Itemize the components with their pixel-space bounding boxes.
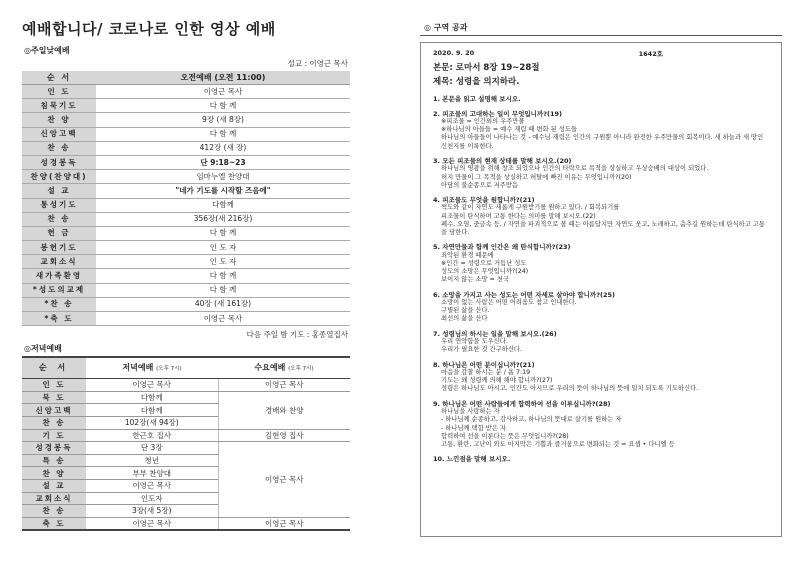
order-label: 기 도 [22, 429, 86, 442]
study-subject: 제목: 성령을 의지하라. [433, 77, 520, 87]
question-item [433, 455, 769, 464]
order-value: 임마누엘 찬양대 [96, 170, 350, 184]
order-label: 찬 송 [22, 416, 86, 429]
answer-line: 하나님의 영광을 위해 창조 되었으나 인간의 타락으로 목적을 상실하고 우상숭배의 대상이 되었다. [441, 165, 709, 173]
order-value: 단 9:18~23 [96, 155, 350, 169]
answer-line: 하나님을 사랑하는 자 [441, 408, 500, 416]
answer-line: 허지 만물이 그 목적을 상실하고 허탈에 빠진 이유는 무엇입니까?(20) [441, 173, 632, 181]
sunday-row [22, 312, 350, 326]
next-week-prayer: 다음 주일 밤 기도 : 홍종열집사 [246, 330, 348, 340]
answer-line: 아담의 불순종으로 저주받음 [441, 181, 518, 189]
answer-line: ※피조물 = 인간외의 우주만물 [441, 118, 525, 125]
order-label: 설 교 [22, 184, 96, 198]
order-value: 이영근 목사 [96, 312, 350, 326]
order-value: 40장 (새 161장) [96, 297, 350, 311]
evening-value: 102장(새 94장) [86, 416, 218, 429]
answer-line: 피조물이 탄식하며 고통 한다는 의미를 말해 보시오.(22) [441, 212, 596, 220]
sunday-row [22, 255, 350, 269]
order-label: 신앙고백 [22, 404, 86, 417]
question-text: 2. 피조물의 고대하는 일이 무엇입니까?(19) [433, 109, 562, 118]
order-value: 다 함 께 [96, 269, 350, 283]
evening-value: 이영근 목사 [86, 379, 218, 392]
lesson-number: 1642호 [638, 50, 663, 58]
order-label: 찬 양 [22, 113, 96, 127]
order-label: 찬 송 [22, 505, 86, 518]
answer-line: 고통, 환란, 고난이 와도 마지막은 기쁨과 즐거움으로 변화되는 것 = 요셉 • 다니엘 등 [441, 440, 675, 448]
answer-line: - 하나님께 택함 받은 자 [441, 424, 507, 432]
order-label: 교회소식 [22, 255, 96, 269]
order-value: 356장(새 216장) [96, 212, 350, 226]
order-label: 찬 송 [22, 212, 96, 226]
order-label: 성경봉독 [22, 442, 86, 455]
order-label: 순 서 [22, 71, 96, 85]
study-date-row [433, 49, 663, 58]
study-header: ◎ 구역 공과 [420, 22, 782, 36]
evening-value: 다함께 [86, 404, 218, 417]
order-label: 찬양(찬양대) [22, 170, 96, 184]
order-value: 412장 (새 장) [96, 141, 350, 155]
order-label: 인 도 [22, 379, 86, 392]
question-item [433, 196, 769, 237]
answer-line: 보이지 않는 소망 = 천국 [441, 276, 510, 284]
question-item [433, 291, 769, 324]
question-item [433, 243, 769, 284]
order-value: 인 도 자 [96, 241, 350, 255]
wednesday-merged-value: 경배와 찬양 [218, 391, 350, 429]
answer-line: ※인간 = 성령으로 거듭난 성도 [441, 259, 527, 267]
order-label: 교회소식 [22, 492, 86, 505]
sunday-row [22, 198, 350, 212]
question-text: 8. 하나님은 어떤 분이십니까?(21) [433, 360, 535, 369]
order-label: 통성기도 [22, 198, 96, 212]
sunday-row [22, 170, 350, 184]
wednesday-value: 이영근 목사 [218, 379, 350, 392]
order-value: 다함께 [96, 198, 350, 212]
question-text: 1. 본문을 읽고 설명해 보시오. [433, 95, 521, 103]
order-value: 다 함 께 [96, 127, 350, 141]
answer-line: 최선의 삶을 산다 [441, 315, 488, 323]
question-item [433, 110, 769, 151]
scripture-text: 본문: 로마서 8장 19~28절 [433, 63, 540, 73]
wednesday-value: 이영근 목사 [218, 517, 350, 530]
evening-value: 이영근 목사 [86, 479, 218, 492]
question-item [433, 361, 769, 394]
question-text: 6. 소망을 가지고 사는 성도는 어떤 자세로 살아야 합니까?(25) [433, 290, 615, 299]
answer-line: 폐수, 오염, 중금속 등. / 자연을 파괴적으로 볼 때는 아름답지만 자연도 웃고, 노래하고, 춤추길 원하는데 탄식하고 고통을 당한다. [441, 220, 765, 237]
question-item [433, 157, 769, 190]
question-text: 4. 피조물도 무엇을 원합니까?(21) [433, 195, 535, 204]
question-list [433, 95, 769, 464]
question-item [433, 400, 769, 450]
evening-row [22, 391, 350, 404]
answer-line: 성도의 소망은 무엇입니까?(24) [441, 268, 529, 276]
order-label: 축 도 [22, 517, 86, 530]
sunday-row [22, 127, 350, 141]
evening-value: 다함께 [86, 391, 218, 404]
answer-line: 우리가 필요한 것 간구하신다. [441, 346, 522, 354]
sunday-row [22, 141, 350, 155]
order-value: 오전예배 (오전 11:00) [96, 71, 350, 85]
evening-value: 청년 [86, 454, 218, 467]
sunday-row [22, 297, 350, 311]
order-label: *축 도 [22, 312, 96, 326]
sunday-row [22, 269, 350, 283]
sunday-row [22, 184, 350, 198]
order-value: 9장 (새 8장) [96, 113, 350, 127]
sunday-row [22, 212, 350, 226]
order-label: 인 도 [22, 85, 96, 99]
evening-value: 3장(새 5장) [86, 505, 218, 518]
order-label: *찬 송 [22, 297, 96, 311]
order-label: 침묵기도 [22, 99, 96, 113]
question-item [433, 330, 769, 355]
order-label: 설 교 [22, 479, 86, 492]
wednesday-value: 김현영 집사 [218, 429, 350, 442]
wednesday-merged-value: 이영근 목사 [218, 442, 350, 518]
evening-value: 한근호 집사 [86, 429, 218, 442]
answer-line: 썩도와 같이 자연도 새롭게 구원받기를 원하고 있다. / 회복되기를 [441, 204, 620, 212]
col-order: 순 서 [22, 357, 86, 379]
page-title: 예배합니다/ 코로나로 인한 영상 예배 [22, 20, 276, 38]
evening-row [22, 442, 350, 455]
evening-worship-table [22, 356, 350, 531]
question-text: 3. 모든 피조물의 현재 상태를 말해 보시오.(20) [433, 156, 572, 165]
evening-value: 이영근 목사 [86, 517, 218, 530]
sunday-row [22, 71, 350, 85]
answer-line: 마음을 감찰 하시는 분 / 욥 7:19 [441, 369, 531, 377]
sunday-section-label: ◎주일낮예배 [24, 46, 70, 55]
answer-line: 성령은 하나님도 아시고, 인간도 아시므로 우리의 뜻이 하나님의 뜻에 일치 되도록 기도하신다. [441, 385, 699, 393]
order-value: 다 함 께 [96, 99, 350, 113]
question-text: 7. 성령님의 하시는 일을 말해 보시오.(26) [433, 329, 557, 338]
answer-line: 우리 연약함을 도우신다. [441, 338, 508, 346]
answer-line: 죄악된 환경 때문에 [441, 251, 494, 259]
answer-line: ※하나님의 아들들 = 예수 재림 때 변화 된 성도들 [441, 126, 578, 134]
sunday-row [22, 113, 350, 127]
question-item [433, 95, 769, 104]
order-value: 인 도 자 [96, 255, 350, 269]
order-label: 찬 양 [22, 467, 86, 480]
evening-row [22, 429, 350, 442]
bulletin-left-page [18, 18, 348, 531]
sunday-row [22, 155, 350, 169]
order-value: 이영근 목사 [96, 85, 350, 99]
sunday-row [22, 241, 350, 255]
evening-value: 부부 찬양대 [86, 467, 218, 480]
evening-value: 단 3장 [86, 442, 218, 455]
sunday-row [22, 283, 350, 297]
answer-line: 소망이 없는 사람은 어떤 어려움도 참고 인내한다. [441, 299, 577, 307]
order-label: 특 송 [22, 454, 86, 467]
answer-line: 구별된 삶을 산다. [441, 307, 490, 315]
answer-line: 합력하여 선을 이룬다는 뜻은 무엇입니까?(28) [441, 432, 569, 440]
question-text: 10. 느낀점을 말해 보시오. [433, 455, 511, 464]
bible-study-page [420, 22, 782, 537]
sermon-preacher: 설교 : 이영근 목사 [287, 59, 348, 68]
study-box [420, 42, 782, 537]
evening-value: 인도자 [86, 492, 218, 505]
sunday-row [22, 226, 350, 240]
order-value: 다 함 께 [96, 226, 350, 240]
order-label: 묵 도 [22, 391, 86, 404]
order-label: 봉헌기도 [22, 241, 96, 255]
order-label: 새가족환영 [22, 269, 96, 283]
order-value: "네가 기도를 시작할 즈음에" [96, 184, 350, 198]
study-date: 2020. 9. 20 [433, 49, 475, 57]
order-label: 신앙고백 [22, 127, 96, 141]
sunday-row [22, 99, 350, 113]
evening-row [22, 379, 350, 392]
col-evening: 저녁예배 (오후 7시) [86, 357, 218, 379]
evening-row [22, 517, 350, 530]
order-label: 헌 금 [22, 226, 96, 240]
order-label: *성도의교제 [22, 283, 96, 297]
question-text: 9. 하나님은 어떤 사람들에게 합력하여 선을 이루십니까?(28) [433, 399, 611, 408]
sunday-row [22, 85, 350, 99]
order-value: 다 함 께 [96, 283, 350, 297]
answer-line: 하나님의 아들들이 나타나는 것 - 예수님 재림은 인간의 구원뿐 아니라 완전한 우주만물의 회복이다. 새 하늘과 새 땅인 신천지를 이룩한다. [441, 134, 764, 150]
order-label: 찬 송 [22, 141, 96, 155]
sunday-worship-table [22, 71, 350, 326]
order-label: 성경봉독 [22, 155, 96, 169]
col-wednesday: 수요예배 (오후 7시) [218, 357, 350, 379]
question-text: 5. 자연만물과 함께 인간은 왜 탄식합니까?(23) [433, 243, 571, 252]
answer-line: - 하나님께 순종하고, 감사하고, 하나님의 뜻대로 살기를 원하는 자 [441, 416, 622, 424]
answer-line: 기도는 왜 성령께 의해 해야 합니까?(27) [441, 377, 553, 385]
evening-section-label: ◎저녁예배 [24, 344, 62, 354]
